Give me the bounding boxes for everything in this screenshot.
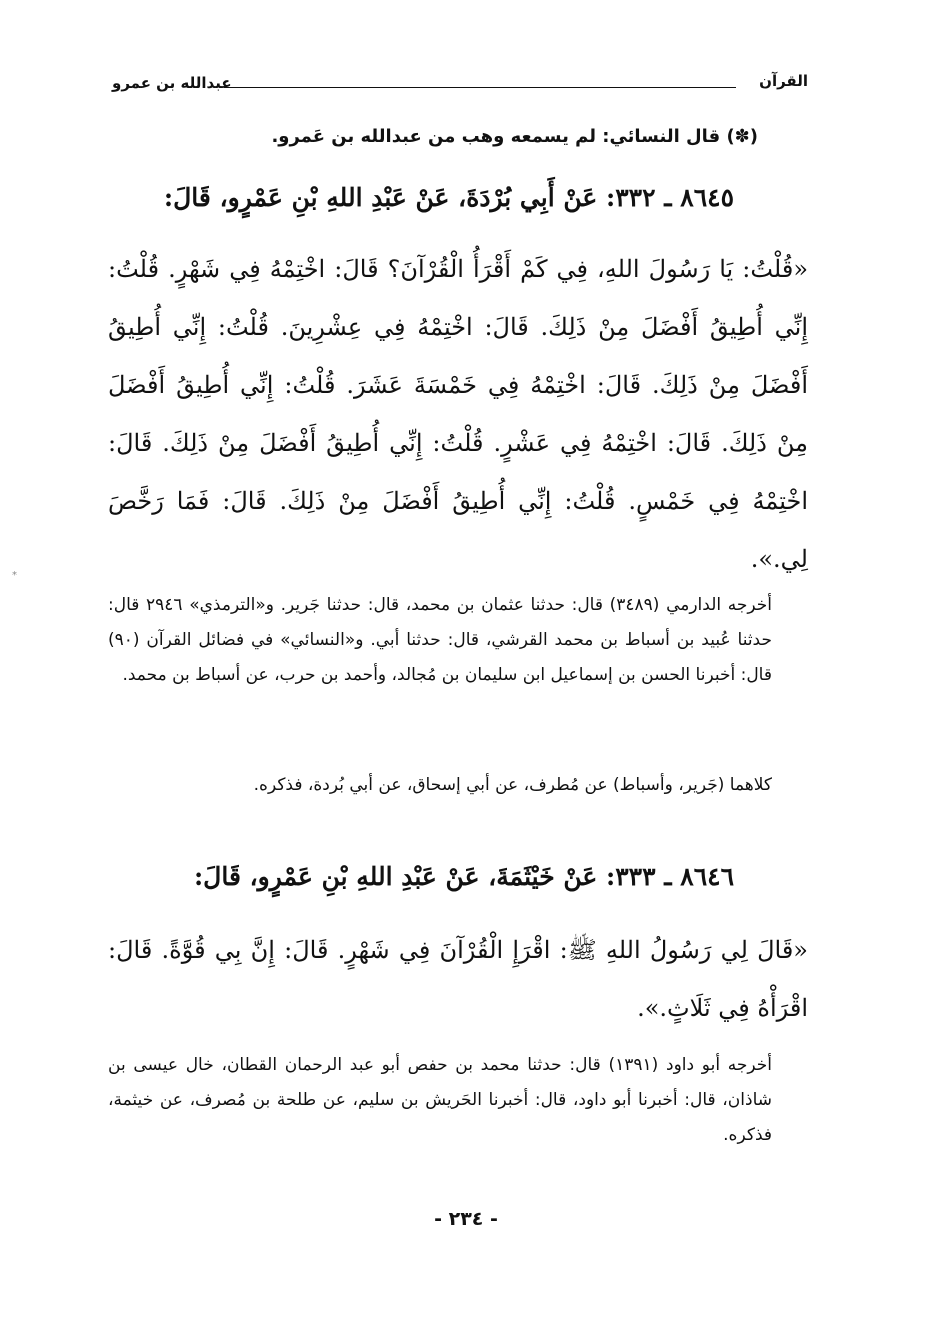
running-head-rule xyxy=(224,87,736,88)
takhrij-paragraph: كلاهما (جَرير، وأسباط) عن مُطرف، عن أبي إسحاق، عن أبي بُردة، فذكره. xyxy=(253,775,772,795)
running-head-surah: القرآن xyxy=(759,72,808,90)
margin-asterisk-mark: * xyxy=(12,570,17,581)
footnote: (✽) قال النسائي: لم يسمعه وهب من عبدالله بن عَمرو. xyxy=(271,126,758,147)
hadith-text-8646: «قَالَ لِي رَسُولُ اللهِ ﷺ: اقْرَإِ الْقُرْآنَ فِي شَهْرٍ. قَالَ: إِنَّ بِي قُوَّةً. قَالَ: اقْرَأْهُ فِي ثَلَاثٍ.». xyxy=(108,936,808,1022)
running-head-author: عبدالله بن عمرو xyxy=(112,74,232,92)
hadith-heading-8646: ٨٦٤٦ ـ ٣٣٣: عَنْ خَيْثَمَةَ، عَنْ عَبْدِ اللهِ بْنِ عَمْرٍو، قَالَ: xyxy=(193,862,734,891)
hadith-heading-8645: ٨٦٤٥ ـ ٣٣٢: عَنْ أَبِي بُرْدَةَ، عَنْ عَبْدِ اللهِ بْنِ عَمْرٍو، قَالَ: xyxy=(163,183,734,212)
hadith-text-8645: «قُلْتُ: يَا رَسُولَ اللهِ، فِي كَمْ أَقْرَأُ الْقُرْآنَ؟ قَالَ: اخْتِمْهُ فِي شَهْرٍ. قُلْتُ: إِنِّي أُطِيقُ أَفْضَلَ مِنْ ذَلِكَ. قَالَ: اخْتِمْهُ فِي عِشْرِينَ. قُلْتُ: إِنِّي أُطِيقُ أَفْضَلَ مِنْ ذَلِكَ. قَالَ: اخْتِمْهُ فِي خَمْسَةَ عَشَرَ. قُلْتُ: إِنِّي أُطِيقُ أَفْضَلَ مِنْ ذَلِكَ. قَالَ: اخْتِمْهُ فِي عَشْرٍ. قُلْتُ: إِنِّي أُطِيقُ أَفْضَلَ مِنْ ذَلِكَ. قَالَ: اخْتِمْهُ فِي خَمْسٍ. قُلْتُ: إِنِّي أُطِيقُ أَفْضَلَ مِنْ ذَلِكَ. قَالَ: فَمَا رَخَّصَ لِي.». xyxy=(108,255,809,573)
page-number: - ٢٣٤ - xyxy=(434,1208,498,1230)
running-head xyxy=(112,66,808,96)
takhrij-paragraph: أخرجه أبو داود (١٣٩١) قال: حدثنا محمد بن حفص أبو عبد الرحمان القطان، خال عيسى بن شاذان، قال: أخبرنا أبو داود، قال: أخبرنا الحَريش بن سليم، عن طلحة بن مُصرف، عن خيثمة، فذكره. xyxy=(108,1055,772,1145)
takhrij-paragraph: أخرجه الدارمي (٣٤٨٩) قال: حدثنا عثمان بن محمد، قال: حدثنا جَرير. و«الترمذي» ٢٩٤٦ قال: حدثنا عُبيد بن أسباط بن محمد القرشي، قال: حدثنا أبي. و«النسائي» في فضائل القرآن (٩٠) قال: أخبرنا الحسن بن إسماعيل ابن سليمان بن مُجالد، وأحمد بن حرب، عن أسباط بن محمد. xyxy=(108,595,772,685)
